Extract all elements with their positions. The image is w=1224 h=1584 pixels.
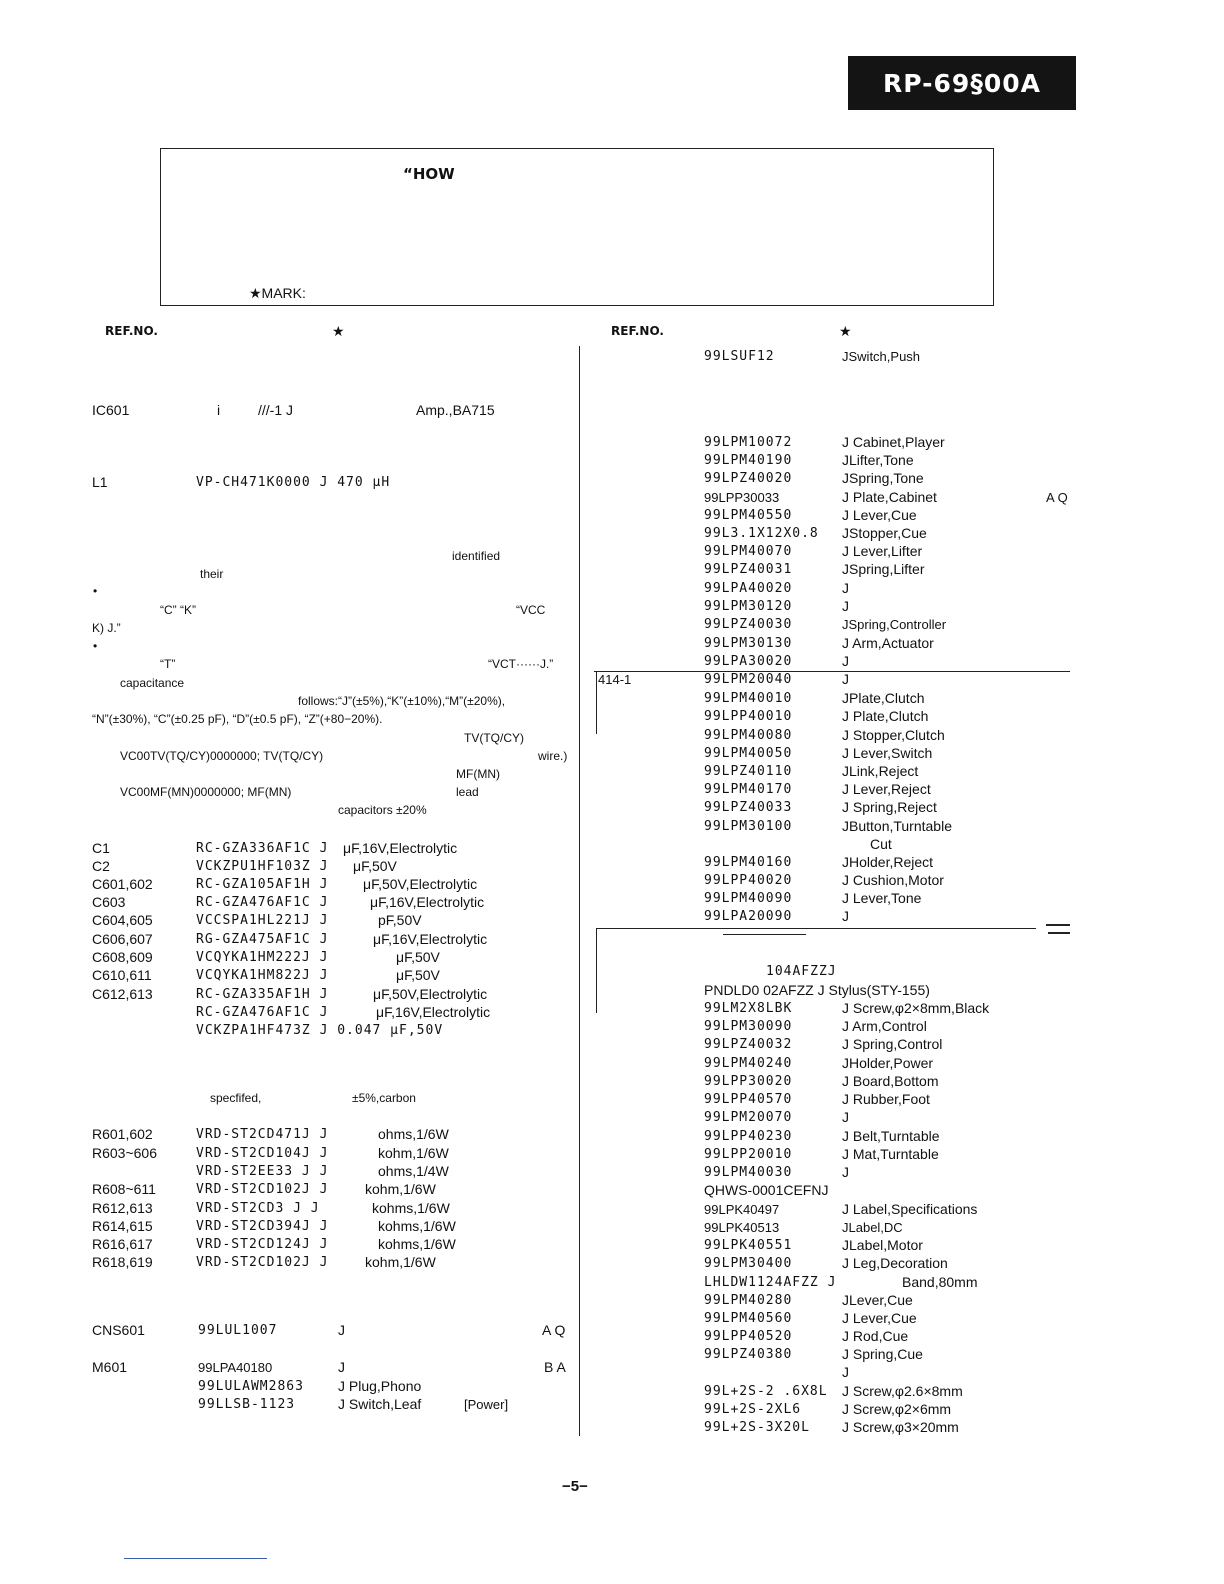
parts-entry: J Belt,Turntable bbox=[842, 1128, 940, 1144]
parts-entry: J bbox=[842, 653, 849, 669]
parts-entry: VP-CH471K0000 J 470 μH bbox=[196, 475, 391, 490]
parts-entry: “N”(±30%), “C”(±0.25 pF), “D”(±0.5 pF), “Z”(+80−20%). bbox=[92, 712, 383, 726]
parts-entry: J Lever,Cue bbox=[842, 1310, 917, 1326]
parts-entry: 99LPP40570 bbox=[704, 1092, 793, 1107]
parts-entry: kohms,1/6W bbox=[372, 1200, 450, 1216]
parts-entry: 99LPP20010 bbox=[704, 1147, 793, 1162]
parts-entry: JSwitch,Push bbox=[842, 349, 921, 364]
parts-entry: QHWS-0001CEFNJ bbox=[704, 1182, 829, 1198]
parts-entry: JPlate,Clutch bbox=[842, 690, 925, 706]
parts-entry: 99LPA20090 bbox=[704, 909, 793, 924]
parts-entry: J bbox=[842, 908, 849, 924]
parts-entry: 99LM2X8LBK bbox=[704, 1001, 793, 1016]
parts-entry: IC601 bbox=[92, 402, 130, 418]
parts-entry: TV(TQ/CY) bbox=[464, 731, 524, 745]
parts-entry: 99LPM40080 bbox=[704, 728, 793, 743]
parts-entry: 99LPM10072 bbox=[704, 435, 793, 450]
parts-entry: J Lever,Cue bbox=[842, 507, 917, 523]
parts-entry: kohm,1/6W bbox=[378, 1145, 449, 1161]
model-badge bbox=[848, 56, 1076, 110]
bracket-lower bbox=[596, 929, 597, 1013]
parts-entry: 99LULAWM2863 bbox=[198, 1379, 304, 1394]
parts-entry: R608~611 bbox=[92, 1181, 156, 1197]
parts-entry: RC-GZA105AF1H J bbox=[196, 877, 329, 892]
parts-entry: μF,16V,Electrolytic bbox=[343, 840, 458, 856]
parts-entry: J Rubber,Foot bbox=[842, 1091, 930, 1107]
parts-entry: kohm,1/6W bbox=[365, 1181, 436, 1197]
parts-entry: 99LPP30020 bbox=[704, 1074, 793, 1089]
parts-entry: A Q bbox=[1046, 490, 1068, 505]
bracket-upper bbox=[596, 672, 597, 734]
parts-entry: RC-GZA336AF1C J bbox=[196, 841, 329, 856]
parts-entry: 99LPZ40033 bbox=[704, 800, 793, 815]
parts-entry: Band,80mm bbox=[902, 1274, 978, 1290]
parts-entry: J Arm,Control bbox=[842, 1018, 927, 1034]
parts-entry: CNS601 bbox=[92, 1322, 145, 1338]
parts-entry: wire.) bbox=[538, 749, 568, 763]
parts-entry: J Lever,Lifter bbox=[842, 543, 923, 559]
parts-entry: JStopper,Cue bbox=[842, 525, 927, 541]
parts-entry: VRD-ST2CD124J J bbox=[196, 1237, 329, 1252]
parts-entry: 104AFZZJ bbox=[766, 964, 837, 979]
left-ref-heading: REF.NO. bbox=[105, 324, 158, 338]
parts-entry: JLink,Reject bbox=[842, 763, 919, 779]
header-mark-note: ★MARK: bbox=[249, 285, 306, 301]
parts-entry: 99LPA30020 bbox=[704, 654, 793, 669]
parts-entry: J Stopper,Clutch bbox=[842, 727, 945, 743]
parts-entry: 99LPM20040 bbox=[704, 672, 793, 687]
parts-entry: 99LPK40551 bbox=[704, 1238, 793, 1253]
parts-entry: C606,607 bbox=[92, 931, 153, 947]
parts-entry: R603~606 bbox=[92, 1145, 158, 1161]
parts-entry: J Screw,φ2×8mm,Black bbox=[842, 1000, 990, 1016]
parts-entry: C604,605 bbox=[92, 912, 153, 928]
parts-entry: JHolder,Power bbox=[842, 1055, 934, 1071]
parts-entry: JLifter,Tone bbox=[842, 452, 914, 468]
parts-entry: JSpring,Tone bbox=[842, 470, 924, 486]
parts-entry: Amp.,BA715 bbox=[416, 402, 495, 418]
parts-entry: J bbox=[842, 580, 849, 596]
model-number: RP-69§00A bbox=[883, 68, 1041, 98]
parts-entry: VRD-ST2CD394J J bbox=[196, 1219, 329, 1234]
parts-entry: 99LPA40020 bbox=[704, 581, 793, 596]
parts-entry: J Label,Specifications bbox=[842, 1201, 978, 1217]
parts-entry: RG-GZA475AF1C J bbox=[196, 932, 329, 947]
parts-entry: capacitance bbox=[120, 676, 185, 690]
parts-entry: 99L3.1X12X0.8 bbox=[704, 526, 819, 541]
parts-entry: A Q bbox=[542, 1322, 566, 1338]
parts-entry: J Spring,Cue bbox=[842, 1346, 923, 1362]
parts-entry: J Plate,Clutch bbox=[842, 708, 929, 724]
header-notice-box bbox=[160, 148, 994, 306]
parts-entry: VRD-ST2CD3 J J bbox=[196, 1201, 320, 1216]
parts-entry: VC00MF(MN)0000000; MF(MN) bbox=[120, 785, 292, 799]
parts-entry: C608,609 bbox=[92, 949, 153, 965]
parts-entry: VCQYKA1HM822J J bbox=[196, 968, 329, 983]
parts-entry: 99LPM40050 bbox=[704, 746, 793, 761]
parts-entry: 99L+2S-2XL6 bbox=[704, 1402, 802, 1417]
parts-entry: 99LPZ40030 bbox=[704, 617, 793, 632]
parts-entry: Cut bbox=[870, 836, 892, 852]
parts-entry: μF,50V bbox=[396, 949, 440, 965]
parts-entry: J Board,Bottom bbox=[842, 1073, 939, 1089]
parts-entry: J bbox=[338, 1322, 345, 1338]
margin-mark-1 bbox=[1046, 924, 1070, 926]
parts-entry: 99LPZ40380 bbox=[704, 1347, 793, 1362]
parts-entry: J Rod,Cue bbox=[842, 1328, 909, 1344]
parts-entry: J bbox=[842, 1164, 849, 1180]
parts-entry: J Spring,Reject bbox=[842, 799, 937, 815]
parts-entry: LHLDW1124AFZZ J bbox=[704, 1275, 837, 1290]
parts-entry: J bbox=[842, 671, 849, 687]
parts-entry: 99LUL1007 bbox=[198, 1323, 278, 1338]
parts-entry: J Cushion,Motor bbox=[842, 872, 944, 888]
parts-entry: 99LPM30400 bbox=[704, 1256, 793, 1271]
parts-entry: RC-GZA335AF1H J bbox=[196, 987, 329, 1002]
parts-entry: μF,16V,Electrolytic bbox=[370, 894, 485, 910]
parts-entry: 99LPM40090 bbox=[704, 891, 793, 906]
parts-entry: J Spring,Control bbox=[842, 1036, 943, 1052]
parts-entry: 99LPM40170 bbox=[704, 782, 793, 797]
parts-entry: B A bbox=[544, 1359, 566, 1375]
parts-entry: their bbox=[200, 567, 224, 581]
parts-entry: JSpring,Controller bbox=[842, 617, 947, 632]
parts-entry: 99LPM40560 bbox=[704, 1311, 793, 1326]
parts-entry: JSpring,Lifter bbox=[842, 561, 925, 577]
parts-entry: R614,615 bbox=[92, 1218, 153, 1234]
parts-entry: JLabel,DC bbox=[842, 1220, 903, 1235]
parts-entry: pF,50V bbox=[378, 912, 422, 928]
parts-entry: • bbox=[93, 639, 98, 653]
parts-entry: J Plate,Cabinet bbox=[842, 489, 937, 505]
parts-entry: C603 bbox=[92, 894, 126, 910]
parts-entry: 99LPM30090 bbox=[704, 1019, 793, 1034]
parts-entry: VRD-ST2EE33 J J bbox=[196, 1164, 329, 1179]
parts-entry: R618,619 bbox=[92, 1254, 153, 1270]
parts-entry: 99LPM40030 bbox=[704, 1165, 793, 1180]
parts-entry: “VCT······J.” bbox=[488, 657, 554, 671]
parts-entry: RC-GZA476AF1C J bbox=[196, 1005, 329, 1020]
parts-entry: 99LSUF12 bbox=[704, 349, 775, 364]
parts-entry: J bbox=[842, 598, 849, 614]
column-divider bbox=[579, 346, 580, 1436]
parts-entry: JLabel,Motor bbox=[842, 1237, 923, 1253]
parts-entry: 99LPM30100 bbox=[704, 819, 793, 834]
parts-entry: i bbox=[217, 402, 221, 418]
parts-entry: 99LPP40230 bbox=[704, 1129, 793, 1144]
parts-entry: JButton,Turntable bbox=[842, 818, 952, 834]
parts-entry: VCKZPA1HF473Z J 0.047 μF,50V bbox=[196, 1023, 444, 1038]
parts-entry: J Cabinet,Player bbox=[842, 434, 945, 450]
parts-entry: 99LPM30130 bbox=[704, 636, 793, 651]
parts-entry: μF,50V,Electrolytic bbox=[373, 986, 488, 1002]
parts-entry: ohms,1/6W bbox=[378, 1126, 449, 1142]
parts-entry: J Screw,φ2×6mm bbox=[842, 1401, 952, 1417]
parts-entry: 99L+2S-2 .6X8L bbox=[704, 1384, 828, 1399]
parts-entry: 99LPA40180 bbox=[198, 1360, 273, 1375]
right-star-heading: ★ bbox=[839, 323, 852, 339]
left-star-heading: ★ bbox=[332, 323, 345, 339]
parts-entry: identified bbox=[452, 549, 501, 563]
parts-entry: VCCSPA1HL221J J bbox=[196, 913, 329, 928]
parts-entry: VC00TV(TQ/CY)0000000; TV(TQ/CY) bbox=[120, 749, 324, 763]
parts-entry: “C” “K” bbox=[160, 603, 196, 617]
parts-entry: J Switch,Leaf bbox=[338, 1396, 422, 1412]
parts-entry: J bbox=[842, 1109, 849, 1125]
parts-entry: ///-1 J bbox=[258, 402, 294, 418]
parts-entry: μF,16V,Electrolytic bbox=[373, 931, 488, 947]
parts-entry: J Lever,Reject bbox=[842, 781, 931, 797]
parts-entry: C612,613 bbox=[92, 986, 153, 1002]
parts-entry: lead bbox=[456, 785, 479, 799]
parts-entry: μF,50V bbox=[396, 967, 440, 983]
parts-entry: 99LPM40160 bbox=[704, 855, 793, 870]
parts-entry: 99LPM30120 bbox=[704, 599, 793, 614]
parts-entry: JHolder,Reject bbox=[842, 854, 934, 870]
parts-entry: 99L+2S-3X20L bbox=[704, 1420, 810, 1435]
parts-entry: C601,602 bbox=[92, 876, 153, 892]
parts-entry: J bbox=[338, 1359, 345, 1375]
parts-entry: ±5%,carbon bbox=[352, 1091, 416, 1105]
parts-entry: 99LPP40020 bbox=[704, 873, 793, 888]
parts-entry: 99LPK40497 bbox=[704, 1202, 780, 1217]
parts-entry: 99LPM40070 bbox=[704, 544, 793, 559]
parts-entry: 99LPP30033 bbox=[704, 490, 780, 505]
parts-entry: μF,50V,Electrolytic bbox=[363, 876, 478, 892]
parts-entry: 99LPM40190 bbox=[704, 453, 793, 468]
parts-entry: 99LPZ40110 bbox=[704, 764, 793, 779]
parts-entry: C1 bbox=[92, 840, 110, 856]
margin-mark-2 bbox=[1048, 932, 1070, 934]
parts-entry: RC-GZA476AF1C J bbox=[196, 895, 329, 910]
parts-entry: 99LLSB-1123 bbox=[198, 1397, 296, 1412]
parts-entry: J Lever,Switch bbox=[842, 745, 933, 761]
parts-entry: J bbox=[842, 1364, 849, 1380]
parts-entry: follows:“J”(±5%),“K”(±10%),“M”(±20%), bbox=[298, 694, 506, 708]
parts-entry: 99LPZ40032 bbox=[704, 1037, 793, 1052]
parts-entry: R616,617 bbox=[92, 1236, 153, 1252]
parts-entry: J Arm,Actuator bbox=[842, 635, 934, 651]
parts-entry: μF,16V,Electrolytic bbox=[376, 1004, 491, 1020]
footer-rule bbox=[124, 1558, 267, 1559]
parts-entry: capacitors ±20% bbox=[338, 803, 427, 817]
section-rule-lower bbox=[596, 928, 1036, 929]
parts-entry: VRD-ST2CD104J J bbox=[196, 1146, 329, 1161]
right-ref-heading: REF.NO. bbox=[611, 324, 664, 338]
parts-entry: kohms,1/6W bbox=[378, 1218, 456, 1234]
parts-entry: [Power] bbox=[464, 1397, 509, 1412]
parts-entry: J Lever,Tone bbox=[842, 890, 922, 906]
parts-entry: “VCC bbox=[516, 603, 546, 617]
parts-entry: VCQYKA1HM222J J bbox=[196, 950, 329, 965]
parts-entry: ohms,1/4W bbox=[378, 1163, 449, 1179]
parts-entry: J Plug,Phono bbox=[338, 1378, 422, 1394]
parts-entry: K) J.” bbox=[92, 621, 121, 635]
header-how-text: “HOW bbox=[403, 165, 455, 183]
parts-entry: J Screw,φ3×20mm bbox=[842, 1419, 959, 1435]
parts-entry: 99LPM40550 bbox=[704, 508, 793, 523]
parts-entry: 99LPZ40031 bbox=[704, 562, 793, 577]
parts-entry: 414-1 bbox=[598, 672, 632, 687]
parts-entry: M601 bbox=[92, 1359, 128, 1375]
parts-entry: J Leg,Decoration bbox=[842, 1255, 948, 1271]
parts-entry: specfifed, bbox=[210, 1091, 262, 1105]
parts-entry: VRD-ST2CD102J J bbox=[196, 1255, 329, 1270]
parts-entry: “T” bbox=[160, 657, 176, 671]
parts-entry: J Screw,φ2.6×8mm bbox=[842, 1383, 963, 1399]
parts-entry: 99LPP40010 bbox=[704, 709, 793, 724]
section-rule-upper bbox=[594, 671, 1070, 672]
parts-entry: L1 bbox=[92, 474, 108, 490]
parts-entry: 99LPM20070 bbox=[704, 1110, 793, 1125]
parts-entry: 99LPM40280 bbox=[704, 1293, 793, 1308]
parts-entry: kohm,1/6W bbox=[365, 1254, 436, 1270]
parts-entry: VRD-ST2CD471J J bbox=[196, 1127, 329, 1142]
parts-entry: R601,602 bbox=[92, 1126, 153, 1142]
parts-entry: JLever,Cue bbox=[842, 1292, 913, 1308]
parts-entry: J Mat,Turntable bbox=[842, 1146, 939, 1162]
parts-entry: 99LPK40513 bbox=[704, 1220, 780, 1235]
parts-entry: PNDLD0 02AFZZ J Stylus(STY-155) bbox=[704, 982, 930, 998]
parts-entry: C2 bbox=[92, 858, 110, 874]
parts-entry: VCKZPU1HF103Z J bbox=[196, 859, 329, 874]
parts-entry: 99LPM40010 bbox=[704, 691, 793, 706]
parts-entry: MF(MN) bbox=[456, 767, 500, 781]
parts-entry: C610,611 bbox=[92, 967, 152, 983]
parts-entry: 99LPP40520 bbox=[704, 1329, 793, 1344]
parts-entry: • bbox=[93, 584, 98, 598]
parts-entry: μF,50V bbox=[353, 858, 397, 874]
parts-entry: 99LPM40240 bbox=[704, 1056, 793, 1071]
parts-entry: kohms,1/6W bbox=[378, 1236, 456, 1252]
parts-entry: VRD-ST2CD102J J bbox=[196, 1182, 329, 1197]
page-number: −5− bbox=[562, 1478, 588, 1495]
parts-entry: 99LPZ40020 bbox=[704, 471, 793, 486]
parts-entry: R612,613 bbox=[92, 1200, 153, 1216]
short-rule bbox=[723, 934, 806, 935]
